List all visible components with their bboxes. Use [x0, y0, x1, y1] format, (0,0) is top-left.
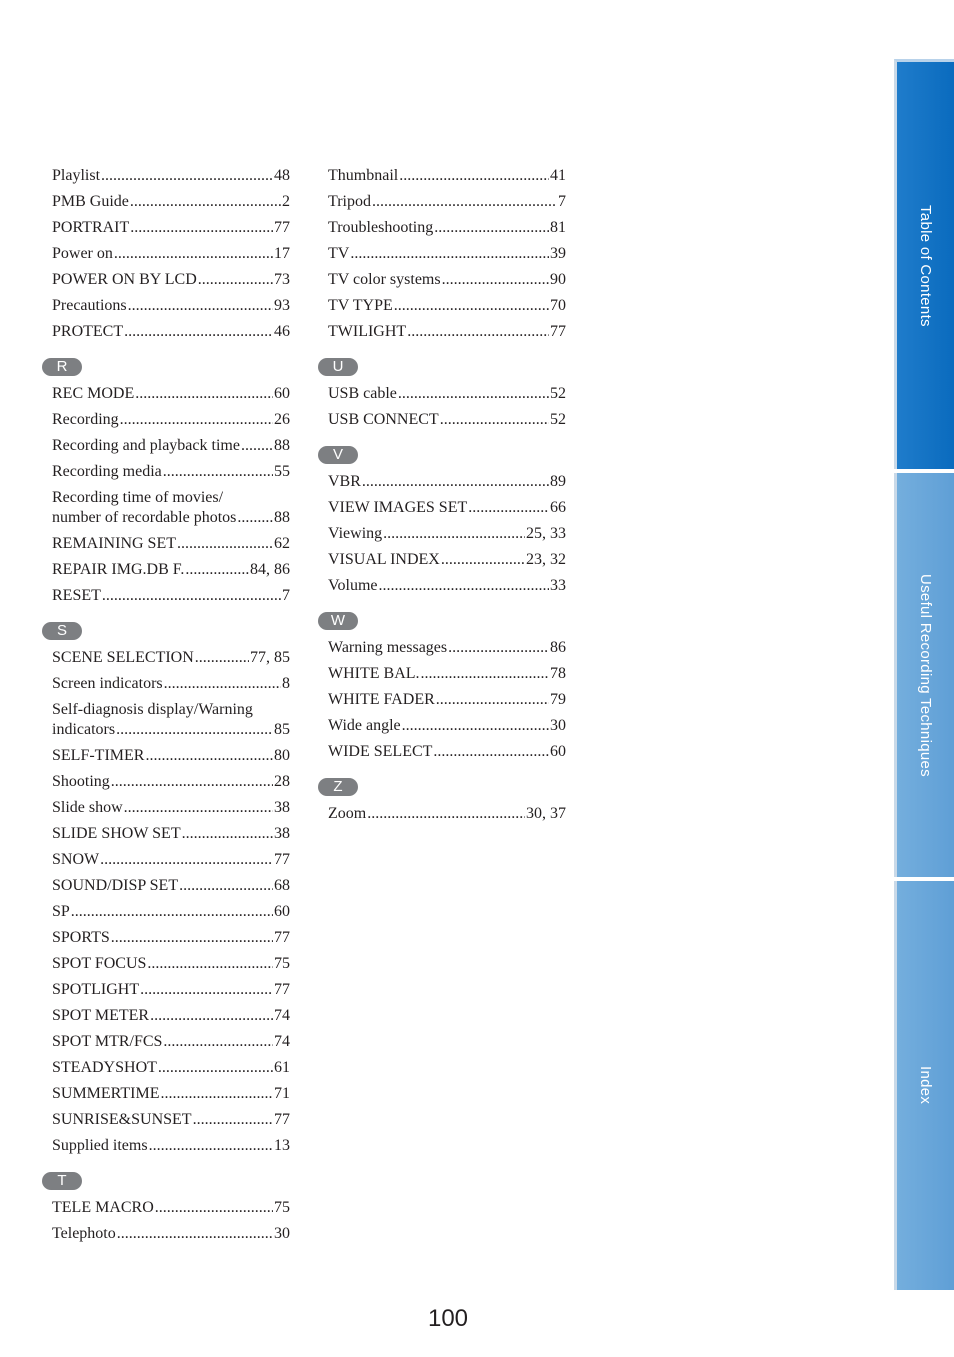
dot-leader — [350, 244, 549, 264]
index-entry-page[interactable]: 81 — [550, 219, 566, 236]
index-entry-page[interactable]: 80 — [274, 747, 290, 764]
dot-leader — [372, 192, 557, 212]
index-entry-name: TV color systems — [328, 271, 441, 288]
index-entry-name: VIEW IMAGES SET — [328, 499, 468, 516]
dot-leader — [237, 508, 273, 528]
index-entry-name: number of recordable photos — [52, 509, 237, 526]
index-entry-name: TELE MACRO — [52, 1199, 154, 1216]
dot-leader — [421, 664, 549, 684]
index-entry-page[interactable]: 77 — [550, 323, 566, 340]
index-entry-name-line1: Recording time of movies/ — [52, 489, 224, 506]
index-entry-name: REC MODE — [52, 385, 135, 402]
index-entry[interactable] — [52, 648, 290, 668]
index-entry-page[interactable]: 41 — [550, 167, 566, 184]
dot-leader — [193, 1110, 273, 1130]
index-entry[interactable] — [328, 166, 566, 186]
dot-leader — [147, 954, 273, 974]
index-entry-name: WIDE SELECT — [328, 743, 433, 760]
index-entry-name: SOUND/DISP SET — [52, 877, 179, 894]
dot-leader — [117, 1224, 273, 1244]
dot-leader — [102, 586, 281, 606]
index-entry-name: TV — [328, 245, 350, 262]
index-entry[interactable] — [52, 462, 290, 482]
index-entry-page[interactable]: 75 — [274, 1199, 290, 1216]
dot-leader — [155, 1198, 273, 1218]
index-column-1 — [52, 166, 290, 1250]
dot-leader — [145, 746, 273, 766]
index-entry[interactable] — [52, 772, 290, 792]
index-entry[interactable] — [328, 638, 566, 658]
index-entry[interactable] — [328, 576, 566, 596]
index-entry-name: VISUAL INDEX — [328, 551, 440, 568]
index-entry-name: Recording and playback time — [52, 437, 240, 454]
index-entry-name: REPAIR IMG.DB F. — [52, 561, 185, 578]
index-entry-page[interactable]: 13 — [274, 1137, 290, 1154]
dot-leader — [468, 498, 549, 518]
index-entry[interactable] — [328, 244, 566, 264]
index-entry-page[interactable]: 84, 86 — [250, 561, 290, 578]
index-entry-page[interactable]: 90 — [550, 271, 566, 288]
index-entry-page[interactable]: 30 — [274, 1225, 290, 1242]
dot-leader — [149, 1136, 273, 1156]
index-entry-name: PMB Guide — [52, 193, 129, 210]
dot-leader — [116, 720, 273, 740]
dot-leader — [111, 772, 273, 792]
index-entry-name: Power on — [52, 245, 113, 262]
dot-leader — [378, 576, 549, 596]
index-entry-name: Warning messages — [328, 639, 448, 656]
dot-leader — [158, 1058, 273, 1078]
index-entry-name: Slide show — [52, 799, 123, 816]
dot-leader — [128, 296, 273, 316]
dot-leader — [198, 270, 273, 290]
index-entry-name: TWILIGHT — [328, 323, 407, 340]
tab-label-useful-recording-techniques: Useful Recording Techniques — [917, 573, 934, 777]
index-entry-page[interactable]: 60 — [550, 743, 566, 760]
index-entry[interactable] — [52, 1058, 290, 1078]
index-entry-name-line1: Self-diagnosis display/Warning — [52, 701, 253, 718]
index-letter-badge: U — [318, 358, 358, 376]
index-entry[interactable] — [52, 1032, 290, 1052]
index-entry-page[interactable]: 68 — [274, 877, 290, 894]
index-entry[interactable] — [328, 550, 566, 570]
index-entry-page[interactable]: 79 — [550, 691, 566, 708]
index-entry-page[interactable]: 30, 37 — [526, 805, 566, 822]
dot-leader — [434, 218, 549, 238]
index-column-2 — [328, 166, 566, 830]
dot-leader — [130, 192, 281, 212]
index-entry-page[interactable]: 66 — [550, 499, 566, 516]
index-entry-page[interactable]: 60 — [274, 903, 290, 920]
index-entry-name: Shooting — [52, 773, 110, 790]
index-entry[interactable] — [328, 384, 566, 404]
index-entry[interactable] — [52, 902, 290, 922]
index-entry[interactable] — [328, 192, 566, 212]
index-entry-name: Thumbnail — [328, 167, 399, 184]
index-entry[interactable] — [328, 296, 566, 316]
index-entry[interactable] — [328, 524, 566, 544]
index-entry-page[interactable]: 52 — [550, 411, 566, 428]
index-entry[interactable] — [52, 534, 290, 554]
index-entry-page[interactable]: 2 — [282, 193, 290, 210]
index-entry[interactable] — [328, 410, 566, 430]
index-entry-name: SPOT METER — [52, 1007, 150, 1024]
dot-leader — [402, 716, 549, 736]
index-entry-name: Wide angle — [328, 717, 401, 734]
dot-leader — [182, 824, 273, 844]
index-entry-name: SUMMERTIME — [52, 1085, 160, 1102]
dot-leader — [436, 690, 549, 710]
index-entry[interactable] — [52, 876, 290, 896]
index-entry-page[interactable]: 25, 33 — [526, 525, 566, 542]
index-entry[interactable] — [328, 716, 566, 736]
dot-leader — [367, 804, 525, 824]
page-number: 100 — [427, 1305, 469, 1332]
index-entry-name: SPORTS — [52, 929, 110, 946]
tab-table-of-contents[interactable] — [894, 59, 954, 469]
index-entry[interactable] — [52, 192, 290, 212]
index-entry[interactable] — [328, 742, 566, 762]
index-entry-name: Playlist — [52, 167, 101, 184]
dot-leader — [124, 798, 273, 818]
dot-leader — [442, 270, 549, 290]
index-letter-badge: T — [42, 1172, 82, 1190]
dot-leader — [161, 1084, 274, 1104]
index-letter-badge: S — [42, 622, 82, 640]
index-entry[interactable] — [328, 270, 566, 290]
index-entry[interactable] — [52, 560, 290, 580]
dot-leader — [124, 322, 273, 342]
index-entry-page[interactable]: 77, 85 — [250, 649, 290, 666]
index-entry-name: Screen indicators — [52, 675, 163, 692]
index-entry[interactable] — [52, 1198, 290, 1218]
tab-label-table-of-contents: Table of Contents — [917, 204, 934, 327]
dot-leader — [164, 674, 281, 694]
index-entry-page[interactable]: 85 — [274, 721, 290, 738]
index-entry-page[interactable]: 23, 32 — [526, 551, 566, 568]
tab-index[interactable] — [894, 881, 954, 1290]
tab-useful-recording-techniques[interactable] — [894, 473, 954, 877]
index-entry-name: Precautions — [52, 297, 127, 314]
dot-leader — [195, 648, 249, 668]
index-entry[interactable] — [52, 488, 290, 528]
dot-leader — [399, 166, 549, 186]
index-entry-name: PROTECT — [52, 323, 124, 340]
index-entry[interactable] — [52, 1006, 290, 1026]
index-entry-name: SLIDE SHOW SET — [52, 825, 181, 842]
index-letter-badge: W — [318, 612, 358, 630]
index-entry-page[interactable]: 70 — [550, 297, 566, 314]
index-entry-page[interactable]: 93 — [274, 297, 290, 314]
index-entry-page[interactable]: 7 — [558, 193, 566, 210]
index-entry-name: SP — [52, 903, 70, 920]
index-entry[interactable] — [52, 270, 290, 290]
index-entry-page[interactable]: 88 — [274, 509, 290, 526]
index-entry[interactable] — [52, 674, 290, 694]
index-letter-badge: V — [318, 446, 358, 464]
index-entry-page[interactable]: 74 — [274, 1033, 290, 1050]
index-entry-page[interactable]: 17 — [274, 245, 290, 262]
index-entry[interactable] — [52, 700, 290, 740]
index-entry-name: SPOT FOCUS — [52, 955, 147, 972]
index-entry-page[interactable]: 75 — [274, 955, 290, 972]
index-entry-page[interactable]: 52 — [550, 385, 566, 402]
index-entry[interactable] — [52, 296, 290, 316]
index-entry-page[interactable]: 71 — [274, 1085, 290, 1102]
index-entry-name: PORTRAIT — [52, 219, 130, 236]
index-entry-page[interactable]: 62 — [274, 535, 290, 552]
index-entry-page[interactable]: 86 — [550, 639, 566, 656]
index-entry[interactable] — [52, 384, 290, 404]
index-entry-page[interactable]: 77 — [274, 219, 290, 236]
index-entry[interactable] — [52, 244, 290, 264]
dot-leader — [135, 384, 273, 404]
index-entry[interactable] — [52, 218, 290, 238]
dot-leader — [71, 902, 273, 922]
index-entry-page[interactable]: 74 — [274, 1007, 290, 1024]
index-entry-name: USB CONNECT — [328, 411, 439, 428]
index-entry-name: WHITE BAL. — [328, 665, 420, 682]
index-entry-name: POWER ON BY LCD — [52, 271, 197, 288]
dot-leader — [163, 1032, 273, 1052]
index-entry-page[interactable]: 78 — [550, 665, 566, 682]
index-entry-name: STEADYSHOT — [52, 1059, 157, 1076]
index-entry-page[interactable]: 88 — [274, 437, 290, 454]
index-entry-name: Troubleshooting — [328, 219, 434, 236]
dot-leader — [241, 436, 273, 456]
index-entry[interactable] — [52, 1136, 290, 1156]
index-entry-name: TV TYPE — [328, 297, 393, 314]
index-entry-name: REMAINING SET — [52, 535, 176, 552]
index-entry-page[interactable]: 26 — [274, 411, 290, 428]
index-entry[interactable] — [52, 1084, 290, 1104]
index-entry-name: Recording — [52, 411, 119, 428]
index-entry[interactable] — [52, 824, 290, 844]
index-entry-page[interactable]: 61 — [274, 1059, 290, 1076]
index-entry-page[interactable]: 46 — [274, 323, 290, 340]
index-entry-page[interactable]: 38 — [274, 825, 290, 842]
index-entry-page[interactable]: 28 — [274, 773, 290, 790]
index-entry[interactable] — [52, 980, 290, 1000]
dot-leader — [101, 166, 273, 186]
dot-leader — [185, 560, 249, 580]
dot-leader — [130, 218, 273, 238]
index-entry[interactable] — [52, 166, 290, 186]
index-entry-page[interactable]: 73 — [274, 271, 290, 288]
index-entry[interactable] — [52, 1224, 290, 1244]
index-entry-page[interactable]: 55 — [274, 463, 290, 480]
index-entry-page[interactable]: 89 — [550, 473, 566, 490]
dot-leader — [398, 384, 549, 404]
index-entry-page[interactable]: 38 — [274, 799, 290, 816]
dot-leader — [100, 850, 273, 870]
index-entry-name: VBR — [328, 473, 361, 490]
index-entry[interactable] — [52, 850, 290, 870]
dot-leader — [177, 534, 273, 554]
index-entry[interactable] — [52, 410, 290, 430]
index-entry[interactable] — [328, 498, 566, 518]
index-letter-badge: Z — [318, 778, 358, 796]
index-entry-name: RESET — [52, 587, 101, 604]
index-entry[interactable] — [52, 586, 290, 606]
dot-leader — [448, 638, 549, 658]
dot-leader — [440, 410, 549, 430]
index-entry-name: SPOT MTR/FCS — [52, 1033, 163, 1050]
index-entry-page[interactable]: 33 — [550, 577, 566, 594]
dot-leader — [441, 550, 525, 570]
dot-leader — [394, 296, 549, 316]
dot-leader — [150, 1006, 273, 1026]
index-entry[interactable] — [52, 928, 290, 948]
dot-leader — [163, 462, 273, 482]
index-entry[interactable] — [52, 798, 290, 818]
index-entry[interactable] — [328, 322, 566, 342]
index-entry-name: Supplied items — [52, 1137, 148, 1154]
index-entry-name: Volume — [328, 577, 378, 594]
dot-leader — [383, 524, 525, 544]
index-entry[interactable] — [328, 218, 566, 238]
index-entry[interactable] — [328, 690, 566, 710]
index-entry[interactable] — [52, 1110, 290, 1130]
index-entry[interactable] — [328, 804, 566, 824]
index-entry[interactable] — [52, 322, 290, 342]
index-entry-page[interactable]: 39 — [550, 245, 566, 262]
index-entry-page[interactable]: 77 — [274, 929, 290, 946]
index-entry-page[interactable]: 48 — [274, 167, 290, 184]
index-entry-name: Telephoto — [52, 1225, 116, 1242]
tab-label-index: Index — [917, 1066, 934, 1105]
dot-leader — [114, 244, 273, 264]
index-entry-page[interactable]: 30 — [550, 717, 566, 734]
index-entry-name: Recording media — [52, 463, 162, 480]
index-letter-badge: R — [42, 358, 82, 376]
index-entry-name: SNOW — [52, 851, 100, 868]
index-entry-name: indicators — [52, 721, 116, 738]
index-entry-name: Zoom — [328, 805, 367, 822]
index-entry-page[interactable]: 77 — [274, 981, 290, 998]
index-entry-page[interactable]: 77 — [274, 851, 290, 868]
index-entry[interactable] — [328, 472, 566, 492]
index-entry-page[interactable]: 77 — [274, 1111, 290, 1128]
index-entry-page[interactable]: 7 — [282, 587, 290, 604]
index-entry-page[interactable]: 60 — [274, 385, 290, 402]
index-entry-name: USB cable — [328, 385, 397, 402]
index-entry-name: SUNRISE&SUNSET — [52, 1111, 192, 1128]
sidebar-nav — [894, 59, 954, 1290]
index-entry-name: SPOTLIGHT — [52, 981, 140, 998]
dot-leader — [433, 742, 549, 762]
index-entry[interactable] — [52, 436, 290, 456]
dot-leader — [407, 322, 549, 342]
index-entry-name: Tripod — [328, 193, 371, 210]
index-entry-name: SCENE SELECTION — [52, 649, 194, 666]
index-entry[interactable] — [52, 746, 290, 766]
dot-leader — [111, 928, 273, 948]
dot-leader — [140, 980, 273, 1000]
index-entry-name: WHITE FADER — [328, 691, 435, 708]
index-entry-name: Viewing — [328, 525, 383, 542]
dot-leader — [362, 472, 549, 492]
index-entry-page[interactable]: 8 — [282, 675, 290, 692]
index-entry[interactable] — [328, 664, 566, 684]
dot-leader — [120, 410, 273, 430]
dot-leader — [179, 876, 273, 896]
index-entry[interactable] — [52, 954, 290, 974]
index-entry-name: SELF-TIMER — [52, 747, 145, 764]
